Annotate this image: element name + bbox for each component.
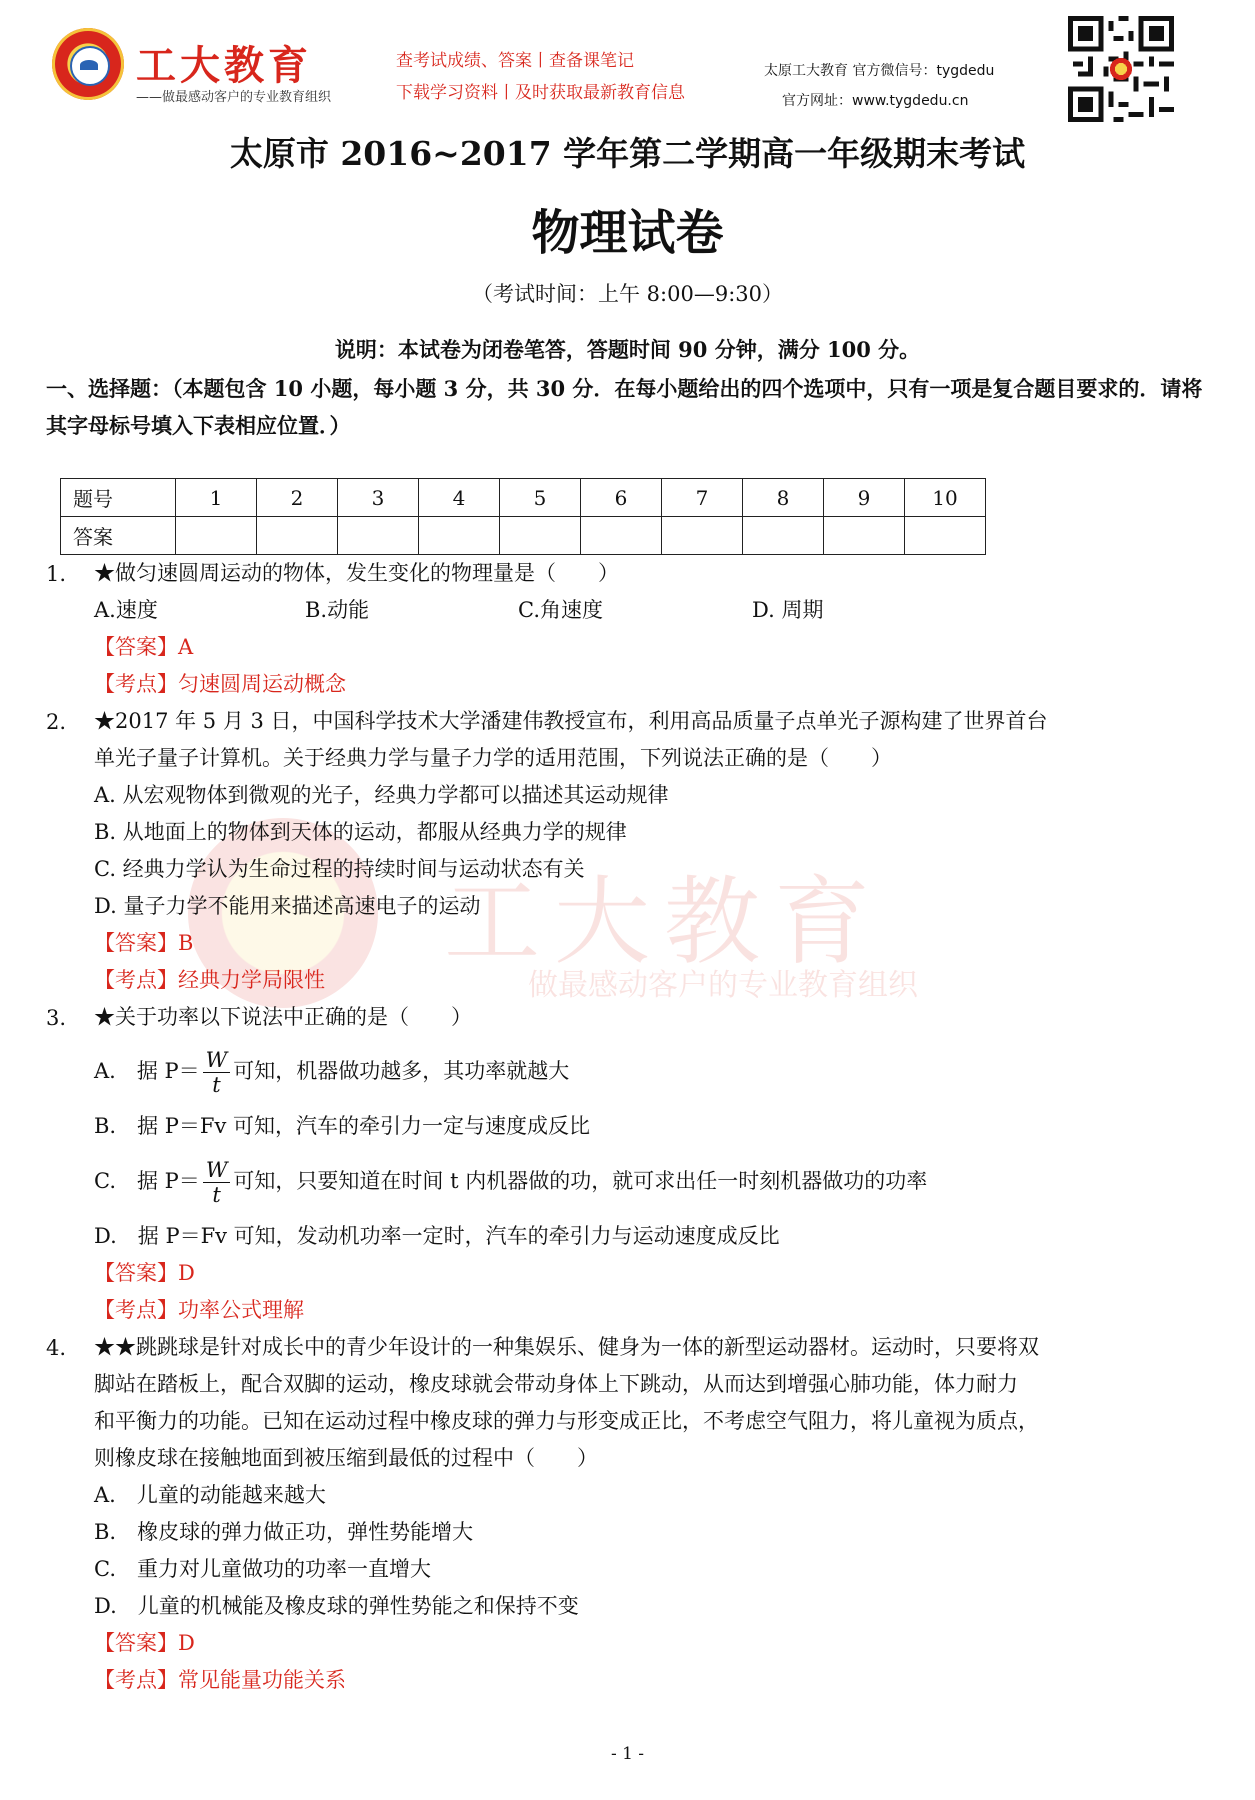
- promo-line-1: 查考试成绩、答案丨查备课笔记: [396, 51, 634, 71]
- table-cell-number: 4: [419, 479, 500, 517]
- table-cell-number: 9: [824, 479, 905, 517]
- table-cell-answer[interactable]: [338, 517, 419, 555]
- contact-wechat: 太原工大教育 官方微信号：tygdedu: [764, 63, 995, 79]
- question-4-stem-2: 脚站在踏板上，配合双脚的运动，橡皮球就会带动身体上下跳动，从而达到增强心肺功能，体力耐力: [94, 1372, 1018, 1396]
- question-3-number: 3.: [46, 1006, 67, 1030]
- fraction-w-over-t: [203, 1048, 231, 1097]
- question-4-option-d: D. 儿童的机械能及橡皮球的弹性势能之和保持不变: [94, 1594, 579, 1618]
- logo-icon: [52, 28, 124, 100]
- section-1-heading: 一、选择题：（本题包含 10 小题，每小题 3 分，共 30 分．在每小题给出的四个选项中，只有一项是复合题目要求的．请将其字母标号填入下表相应位置．）: [46, 376, 1203, 438]
- answer-table: [60, 478, 986, 555]
- watermark-slogan: 做最感动客户的专业教育组织: [528, 968, 918, 1003]
- question-2-stem-2: 单光子量子计算机。关于经典力学与量子力学的适用范围，下列说法正确的是（ ）: [94, 746, 892, 770]
- brand-subtitle: ——做最感动客户的专业教育组织: [136, 90, 332, 105]
- exam-title: 太原市 2016~2017 学年第二学期高一年级期末考试: [229, 134, 1026, 173]
- question-2-option-d: D. 量子力学不能用来描述高速电子的运动: [94, 894, 481, 918]
- table-cell-answer[interactable]: [500, 517, 581, 555]
- question-1-answer: 【答案】A: [94, 635, 194, 659]
- question-1-option-a: A.速度: [94, 598, 158, 622]
- page-number: - 1 -: [610, 1744, 645, 1764]
- question-1-stem: ★做匀速圆周运动的物体，发生变化的物理量是（ ）: [94, 561, 619, 585]
- question-3-option-b: B. 据 P＝Fv 可知，汽车的牵引力一定与速度成反比: [94, 1114, 591, 1138]
- table-cell-answer[interactable]: [419, 517, 500, 555]
- brand-title: 工大教育: [136, 43, 312, 89]
- table-row: [61, 517, 986, 555]
- question-2-option-c: C. 经典力学认为生命过程的持续时间与运动状态有关: [94, 857, 585, 881]
- table-cell-number: 8: [743, 479, 824, 517]
- question-1-option-d: D. 周期: [752, 598, 824, 622]
- table-cell-answer[interactable]: [581, 517, 662, 555]
- question-1-option-c: C.角速度: [518, 598, 603, 622]
- question-1-kaodian: 【考点】匀速圆周运动概念: [94, 672, 346, 696]
- table-cell-number: 7: [662, 479, 743, 517]
- question-1-number: 1.: [46, 562, 67, 586]
- question-4-option-a: A. 儿童的动能越来越大: [94, 1483, 326, 1507]
- question-4-stem-4: 则橡皮球在接触地面到被压缩到最低的过程中（ ）: [94, 1446, 598, 1470]
- watermark-brand: 工大教育: [444, 866, 884, 978]
- table-header-label: 题号: [61, 479, 176, 517]
- question-4-stem-1: ★★跳跳球是针对成长中的青少年设计的一种集娱乐、健身为一体的新型运动器材。运动时，只要将双: [94, 1335, 1039, 1359]
- table-answer-label: 答案: [61, 517, 176, 555]
- subject-title: 物理试卷: [531, 205, 724, 261]
- table-cell-answer[interactable]: [662, 517, 743, 555]
- exam-note: 说明：本试卷为闭卷笔答，答题时间 90 分钟，满分 100 分。: [334, 337, 921, 362]
- question-1-option-b: B.动能: [305, 598, 370, 622]
- table-row: [61, 479, 986, 517]
- table-cell-number: 3: [338, 479, 419, 517]
- question-2-kaodian: 【考点】经典力学局限性: [94, 968, 325, 992]
- option-c-prefix: C. 据 P＝: [94, 1169, 200, 1193]
- fraction-denominator: t: [212, 1073, 221, 1097]
- option-a-text: 可知，机器做功越多，其功率就越大: [233, 1059, 570, 1083]
- question-2-number: 2.: [46, 710, 67, 734]
- question-3-option-d: D. 据 P＝Fv 可知，发动机功率一定时，汽车的牵引力与运动速度成反比: [94, 1224, 780, 1248]
- fraction-numerator: W: [203, 1048, 231, 1073]
- fraction-numerator: W: [203, 1158, 231, 1183]
- table-cell-number: 5: [500, 479, 581, 517]
- contact-website: 官方网址：www.tygdedu.cn: [782, 93, 969, 109]
- question-4-stem-3: 和平衡力的功能。已知在运动过程中橡皮球的弹力与形变成正比，不考虑空气阻力，将儿童视为质点，: [94, 1409, 1039, 1433]
- question-3-option-a: [94, 1048, 569, 1097]
- option-c-text: 可知，只要知道在时间 t 内机器做的功，就可求出任一时刻机器做功的功率: [233, 1169, 928, 1193]
- question-3-option-c: [94, 1158, 927, 1207]
- question-4-kaodian: 【考点】常见能量功能关系: [94, 1668, 346, 1692]
- question-2-stem-1: ★2017 年 5 月 3 日，中国科学技术大学潘建伟教授宣布，利用高品质量子点单光子源构建了世界首台: [94, 709, 1048, 733]
- table-cell-answer[interactable]: [743, 517, 824, 555]
- promo-line-2: 下载学习资料丨及时获取最新教育信息: [396, 83, 685, 103]
- question-2-answer: 【答案】B: [94, 931, 194, 955]
- table-cell-number: 10: [905, 479, 986, 517]
- table-cell-answer[interactable]: [824, 517, 905, 555]
- question-4-option-c: C. 重力对儿童做功的功率一直增大: [94, 1557, 431, 1581]
- table-cell-answer[interactable]: [905, 517, 986, 555]
- fraction-denominator: t: [212, 1183, 221, 1207]
- question-2-option-a: A. 从宏观物体到微观的光子，经典力学都可以描述其运动规律: [94, 783, 669, 807]
- qr-code-icon: [1068, 16, 1174, 122]
- option-a-prefix: A. 据 P＝: [94, 1059, 200, 1083]
- table-cell-number: 1: [176, 479, 257, 517]
- table-cell-answer[interactable]: [257, 517, 338, 555]
- question-3-kaodian: 【考点】功率公式理解: [94, 1298, 304, 1322]
- table-cell-number: 6: [581, 479, 662, 517]
- question-3-answer: 【答案】D: [94, 1261, 195, 1285]
- question-2-option-b: B. 从地面上的物体到天体的运动，都服从经典力学的规律: [94, 820, 627, 844]
- question-4-option-b: B. 橡皮球的弹力做正功，弹性势能增大: [94, 1520, 474, 1544]
- question-3-stem: ★关于功率以下说法中正确的是（ ）: [94, 1005, 472, 1029]
- table-cell-number: 2: [257, 479, 338, 517]
- exam-time: （考试时间：上午 8:00—9:30）: [472, 282, 783, 306]
- question-4-answer: 【答案】D: [94, 1631, 195, 1655]
- fraction-w-over-t: [203, 1158, 231, 1207]
- table-cell-answer[interactable]: [176, 517, 257, 555]
- question-4-number: 4.: [46, 1336, 67, 1360]
